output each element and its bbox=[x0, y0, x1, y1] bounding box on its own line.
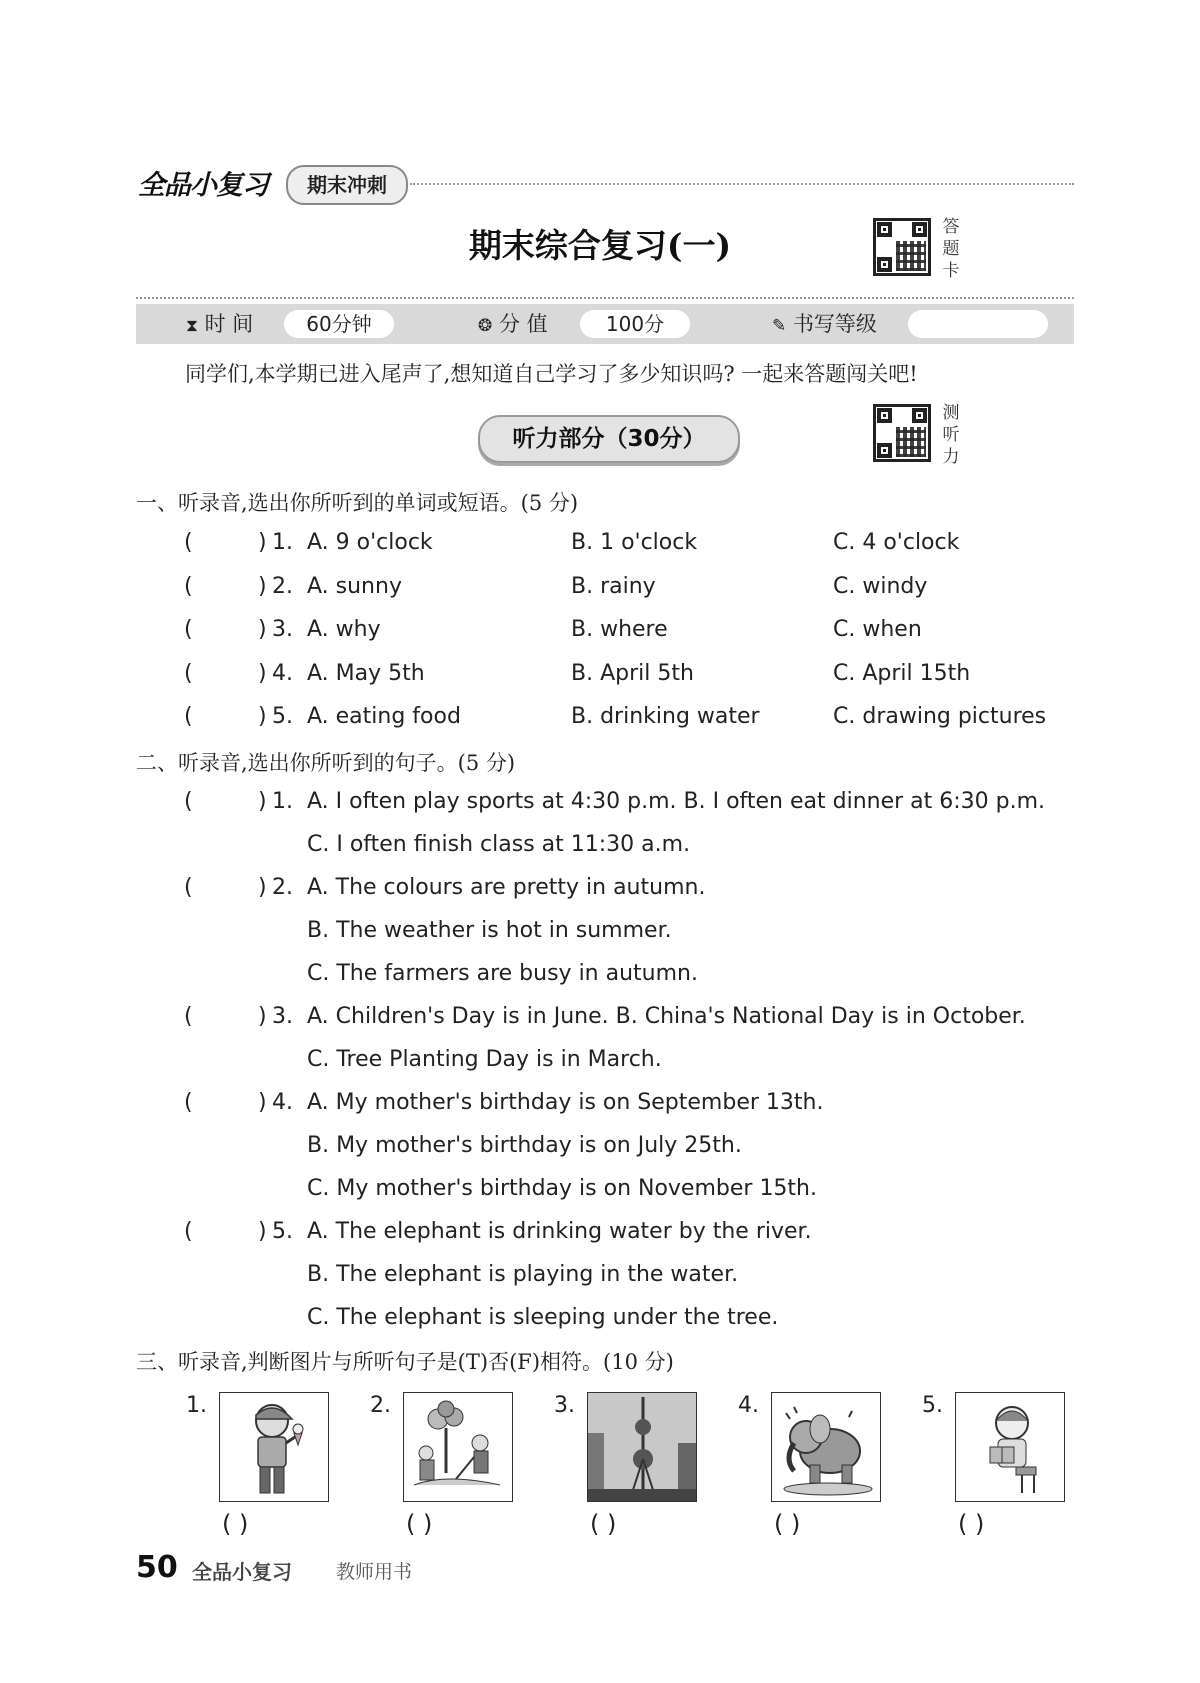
section3-heading: 三、听录音,判断图片与所听句子是(T)否(F)相符。(10 分) bbox=[136, 1350, 674, 1374]
picture-boy-ice-cream bbox=[219, 1392, 329, 1502]
option-c: C. windy bbox=[833, 574, 928, 599]
answer-paren-close: ) bbox=[258, 1219, 267, 1244]
option-b: B. where bbox=[571, 617, 668, 642]
writing-label: ✎ 书写等级 bbox=[772, 312, 877, 336]
picture-number: 3. bbox=[554, 1393, 575, 1418]
picture-number: 1. bbox=[186, 1393, 207, 1418]
answer-paren-close: ) bbox=[258, 617, 267, 642]
score-label: ❂ 分 值 bbox=[478, 312, 548, 336]
qr-label-answer-sheet: 答 题 卡 bbox=[942, 217, 960, 281]
option-c: C. drawing pictures bbox=[833, 704, 1047, 729]
option-c: C. 4 o'clock bbox=[833, 530, 960, 555]
qr-code-listening[interactable] bbox=[873, 404, 931, 462]
option-a: A. 9 o'clock bbox=[307, 530, 433, 555]
answer-blank-1[interactable]: ( ) bbox=[222, 1510, 249, 1538]
option-b: B. drinking water bbox=[571, 704, 760, 729]
sentence-option: C. My mother's birthday is on November 15th. bbox=[307, 1176, 817, 1201]
intro-text: 同学们,本学期已进入尾声了,想知道自己学习了多少知识吗? 一起来答题闯关吧! bbox=[185, 362, 918, 386]
option-c: C. April 15th bbox=[833, 661, 971, 686]
sentence-option: B. My mother's birthday is on July 25th. bbox=[307, 1133, 742, 1158]
question-number: 1. bbox=[272, 789, 293, 814]
writing-grade-field[interactable] bbox=[908, 310, 1048, 338]
answer-blank-4[interactable]: ( ) bbox=[774, 1510, 801, 1538]
answer-paren-open[interactable]: ( bbox=[184, 1219, 193, 1244]
option-a: A. May 5th bbox=[307, 661, 425, 686]
listening-section-banner: 听力部分（30分） bbox=[478, 415, 740, 463]
question-number: 5. bbox=[272, 1219, 293, 1244]
answer-paren-open[interactable]: ( bbox=[184, 574, 193, 599]
question-number: 1. bbox=[272, 530, 293, 555]
answer-paren-open[interactable]: ( bbox=[184, 530, 193, 555]
qr-code-answer-sheet[interactable] bbox=[873, 218, 931, 276]
question-number: 3. bbox=[272, 1004, 293, 1029]
option-a: A. why bbox=[307, 617, 381, 642]
header-divider bbox=[410, 183, 1074, 185]
picture-girl-reading bbox=[955, 1392, 1065, 1502]
answer-paren-open[interactable]: ( bbox=[184, 661, 193, 686]
score-value: 100分 bbox=[580, 310, 690, 338]
title-divider bbox=[136, 297, 1074, 299]
answer-paren-close: ) bbox=[258, 1090, 267, 1115]
sentence-option: A. The elephant is drinking water by the river. bbox=[307, 1219, 812, 1244]
option-a: A. eating food bbox=[307, 704, 461, 729]
hourglass-icon: ⧗ bbox=[186, 316, 198, 336]
answer-paren-open[interactable]: ( bbox=[184, 1090, 193, 1115]
answer-blank-2[interactable]: ( ) bbox=[406, 1510, 433, 1538]
medal-icon: ❂ bbox=[478, 316, 493, 336]
section2-heading: 二、听录音,选出你所听到的句子。(5 分) bbox=[136, 751, 516, 775]
answer-paren-open[interactable]: ( bbox=[184, 875, 193, 900]
option-b: B. 1 o'clock bbox=[571, 530, 698, 555]
answer-paren-close: ) bbox=[258, 530, 267, 555]
footer-subtitle: 教师用书 bbox=[336, 1561, 413, 1583]
picture-tree-planting bbox=[403, 1392, 513, 1502]
picture-number: 5. bbox=[922, 1393, 943, 1418]
info-bar bbox=[136, 304, 1074, 344]
picture-tv-tower bbox=[587, 1392, 697, 1502]
answer-paren-open[interactable]: ( bbox=[184, 704, 193, 729]
page-title: 期末综合复习(一) bbox=[468, 226, 732, 265]
question-number: 2. bbox=[272, 875, 293, 900]
answer-blank-5[interactable]: ( ) bbox=[958, 1510, 985, 1538]
option-a: A. sunny bbox=[307, 574, 402, 599]
answer-paren-close: ) bbox=[258, 875, 267, 900]
sentence-option: C. The farmers are busy in autumn. bbox=[307, 961, 698, 986]
picture-elephant-water bbox=[771, 1392, 881, 1502]
option-b: B. rainy bbox=[571, 574, 656, 599]
sentence-option: A. My mother's birthday is on September 13th. bbox=[307, 1090, 824, 1115]
sentence-option: A. Children's Day is in June. B. China's National Day is in October. bbox=[307, 1004, 1026, 1029]
qr-label-listening: 测 听 力 bbox=[942, 403, 960, 467]
sentence-option: A. I often play sports at 4:30 p.m. B. I often eat dinner at 6:30 p.m. bbox=[307, 789, 1046, 814]
answer-paren-open[interactable]: ( bbox=[184, 617, 193, 642]
sentence-option: B. The elephant is playing in the water. bbox=[307, 1262, 739, 1287]
option-b: B. April 5th bbox=[571, 661, 694, 686]
question-number: 2. bbox=[272, 574, 293, 599]
page-number: 50 bbox=[136, 1550, 178, 1585]
sentence-option: C. The elephant is sleeping under the tree. bbox=[307, 1305, 779, 1330]
tag-badge: 期末冲刺 bbox=[286, 165, 408, 205]
time-value: 60分钟 bbox=[284, 310, 394, 338]
picture-number: 2. bbox=[370, 1393, 391, 1418]
answer-paren-close: ) bbox=[258, 789, 267, 814]
pencil-icon: ✎ bbox=[772, 316, 787, 336]
section1-heading: 一、听录音,选出你所听到的单词或短语。(5 分) bbox=[136, 491, 579, 515]
question-number: 5. bbox=[272, 704, 293, 729]
option-c: C. when bbox=[833, 617, 922, 642]
question-number: 3. bbox=[272, 617, 293, 642]
brand-logo: 全品小复习 bbox=[138, 170, 268, 201]
sentence-option: C. Tree Planting Day is in March. bbox=[307, 1047, 662, 1072]
answer-paren-close: ) bbox=[258, 1004, 267, 1029]
sentence-option: B. The weather is hot in summer. bbox=[307, 918, 672, 943]
answer-paren-close: ) bbox=[258, 661, 267, 686]
answer-blank-3[interactable]: ( ) bbox=[590, 1510, 617, 1538]
sentence-option: C. I often finish class at 11:30 a.m. bbox=[307, 832, 691, 857]
answer-paren-open[interactable]: ( bbox=[184, 789, 193, 814]
question-number: 4. bbox=[272, 661, 293, 686]
picture-number: 4. bbox=[738, 1393, 759, 1418]
answer-paren-close: ) bbox=[258, 574, 267, 599]
question-number: 4. bbox=[272, 1090, 293, 1115]
answer-paren-close: ) bbox=[258, 704, 267, 729]
sentence-option: A. The colours are pretty in autumn. bbox=[307, 875, 706, 900]
footer-brand: 全品小复习 bbox=[192, 1560, 292, 1584]
time-label: ⧗ 时 间 bbox=[186, 312, 254, 336]
answer-paren-open[interactable]: ( bbox=[184, 1004, 193, 1029]
